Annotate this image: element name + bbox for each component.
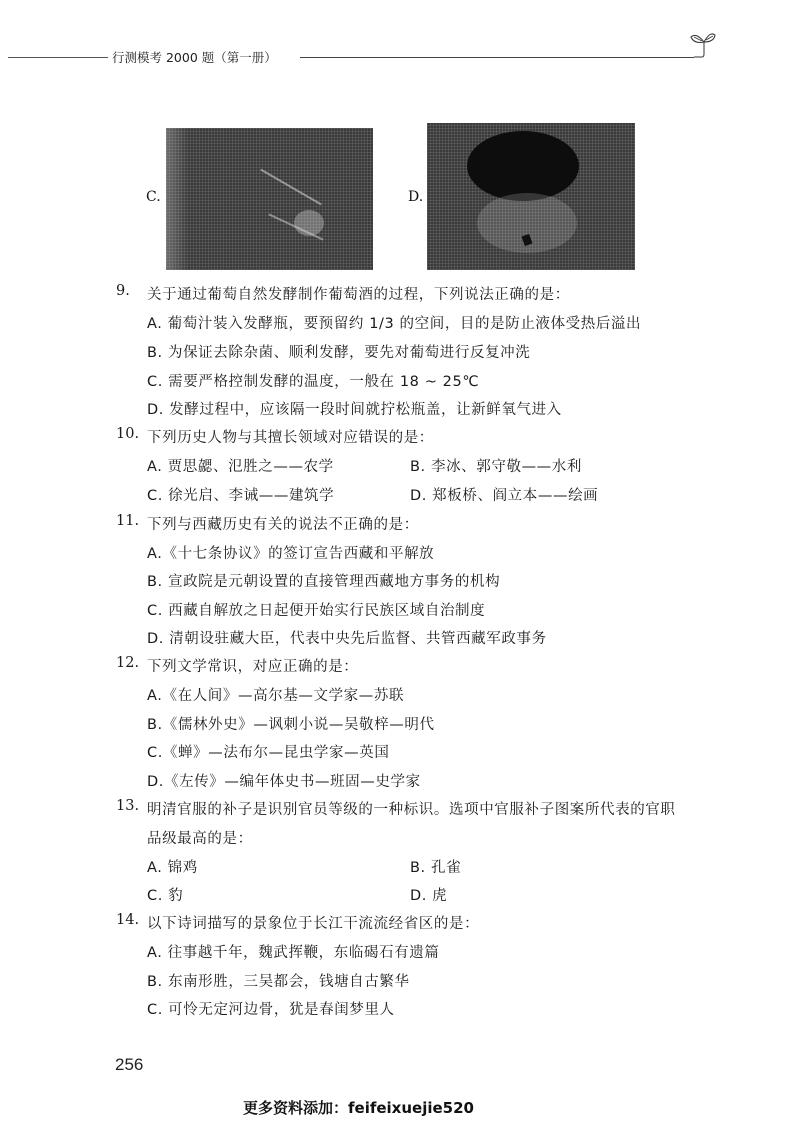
option-c: C. 徐光启、李诫——建筑学: [147, 488, 335, 504]
option-a: A. 锦鸡: [147, 860, 198, 876]
question-stem-line2: 品级最高的是：: [147, 831, 253, 847]
footer-watermark: 更多资料添加：feifeixuejie520: [243, 1099, 474, 1117]
question-number: 12.: [116, 655, 140, 671]
option-a: A. 葡萄汁装入发酵瓶，要预留约 1/3 的空间，目的是防止液体受热后溢出: [147, 316, 642, 332]
option-c: C. 豹: [147, 888, 184, 904]
question-number: 11.: [116, 513, 140, 529]
option-b: B. 东南形胜，三吴都会，钱塘自古繁华: [147, 974, 410, 990]
sprout-icon: [686, 28, 720, 60]
question-stem: 以下诗词描写的景象位于长江干流流经省区的是：: [147, 916, 480, 932]
question-stem: 关于通过葡萄自然发酵制作葡萄酒的过程，下列说法正确的是：: [147, 287, 570, 303]
header-rule-left: [8, 57, 108, 58]
page-number: 256: [115, 1055, 144, 1074]
question-stem: 下列与西藏历史有关的说法不正确的是：: [147, 517, 419, 533]
option-a: A. 贾思勰、氾胜之——农学: [147, 459, 334, 475]
question-number: 13.: [116, 798, 140, 814]
option-b: B. 李冰、郭守敬——水利: [410, 459, 582, 475]
question-number: 10.: [116, 426, 140, 442]
option-c: C. 可怜无定河边骨，犹是春闺梦里人: [147, 1002, 395, 1018]
image-option-d-label: D.: [408, 189, 424, 205]
option-d: D. 郑板桥、阎立本——绘画: [410, 488, 599, 504]
question-stem-line1: 明清官服的补子是识别官员等级的一种标识。选项中官服补子图案所代表的官职: [147, 802, 676, 818]
image-option-d: [427, 123, 635, 270]
option-d: D.《左传》—编年体史书—班固—史学家: [147, 774, 421, 790]
question-stem: 下列历史人物与其擅长领域对应错误的是：: [147, 430, 434, 446]
option-c: C. 西藏自解放之日起便开始实行民族区域自治制度: [147, 603, 486, 619]
option-d: D. 虎: [410, 888, 448, 904]
option-a: A.《在人间》—高尔基—文学家—苏联: [147, 688, 405, 704]
option-b: B.《儒林外史》—讽刺小说—吴敬梓—明代: [147, 717, 435, 733]
header-rule-right: [300, 57, 694, 58]
question-number: 9.: [116, 283, 130, 299]
option-a: A.《十七条协议》的签订宣告西藏和平解放: [147, 546, 435, 562]
question-number: 14.: [116, 912, 140, 928]
option-d: D. 清朝设驻藏大臣，代表中央先后监督、共管西藏军政事务: [147, 631, 547, 647]
option-b: B. 宣政院是元朝设置的直接管理西藏地方事务的机构: [147, 574, 501, 590]
running-header-title: 行测模考 2000 题（第一册）: [112, 50, 277, 65]
question-stem: 下列文学常识，对应正确的是：: [147, 659, 359, 675]
option-c: C. 需要严格控制发酵的温度，一般在 18 ~ 25℃: [147, 374, 480, 390]
option-b: B. 为保证去除杂菌、顺利发酵，要先对葡萄进行反复冲洗: [147, 345, 531, 361]
option-a: A. 往事越千年，魏武挥鞭，东临碣石有遗篇: [147, 945, 440, 961]
image-option-c-label: C.: [146, 189, 161, 205]
option-c: C.《蝉》—法布尔—昆虫学家—英国: [147, 745, 390, 761]
option-d: D. 发酵过程中，应该隔一段时间就拧松瓶盖，让新鲜氧气进入: [147, 402, 562, 418]
image-option-c: [166, 128, 373, 270]
option-b: B. 孔雀: [410, 860, 462, 876]
